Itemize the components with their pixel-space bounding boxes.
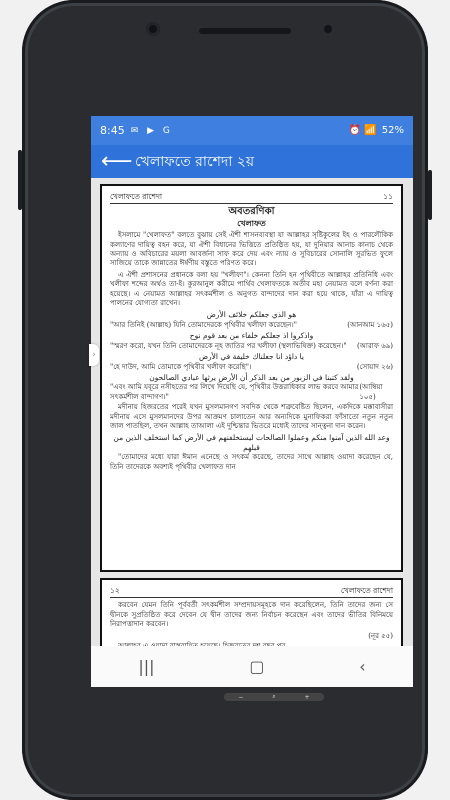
quote-line [110,342,393,351]
screen [91,116,413,701]
quote-line [110,383,393,402]
arabic-verse: واذكروا اذ جعلكم خلفاء من بعد قوم نوح [189,331,314,341]
earpiece-speaker [199,28,291,34]
quote-text: "হে দাউদ, আমি তোমাকে পৃথিবীর খলীফা করেছি"। [110,362,252,371]
paragraph: মদীনায় হিজরতের পরেই যখন মুসলমানগণ সবদিক থেকে শত্রুবেষ্টিত ছিলেন, একদিকে মক্কাবাসীরা মদীনায় এসে মুসলমানদের উপর আক্রমণ চালাতেন আর অন্যদিকে মুনাফিকরা ফাঁসাতো নতুন নতুন জাল পাতছিল, তখন আল্লাহ তাআলা এই দুশ্চিন্তার ভিতরে মধ্যেই তাদের সান্ত্বনা দান করেন। [110,403,393,430]
back-icon[interactable]: ‹ [359,657,366,676]
book-page [100,184,403,572]
android-nav-bar [91,646,413,687]
status-time: 8:45 [100,124,125,137]
app-bar [91,145,413,178]
home-icon[interactable]: ▢ [249,657,265,676]
back-arrow-icon[interactable]: ⟵ [101,148,133,174]
page-number: ১১ [383,192,393,201]
section-heading: খেলাফত [237,217,266,228]
volume-button [18,150,22,210]
paragraph: ইসলামে "খেলাফত" বলতে বুঝায় সেই ঐশী শাসনব্যবস্থা যা আল্লাহর সৃষ্টিকুলের ইহ ও পারলৌকিক কল্যাণের দায়িত্ব বহন করে, যা ঐশী বিধানের ভিত্তিতে প্রতিষ্ঠিত হয়, যা দুনিয়ার আনাচ কানাচ থেকে অন্যায় ও অবিচারের ময়লা আবর্জনা সাফ করে দেয় এবং ন্যায় ও সুবিচারের সোনালি সুরভিত ফুলে সাজিয়ে তাকে জান্নাতের ঈর্ষণীয় বস্তুতে পরিণত করে। [110,231,393,268]
quote-line [110,363,393,372]
page-header [110,192,393,204]
running-title: খেলাফতে রাশেদা [340,586,393,595]
search-icon[interactable]: ⌕ [272,693,276,700]
arabic-verse: يا داؤد انا جعلناك خليفة في الأرض [198,352,305,362]
quote-ref: (আনআম ১৬৫) [347,320,393,329]
quote-text: "আর তিনিই (আল্লাহ) যিনি তোমাদেরকে পৃথিবীর খলীফা করেছেন।" [110,320,298,329]
page-header [110,586,393,598]
page-title: খেলাফতে রাশেদা ২য় [135,153,255,170]
quote-text: "স্মরণ করো, যখন তিনি তোমাদেরকে নূহ জাতির পর খলীফা (স্থলাভিষিক্ত) করেছেন।" [110,341,347,350]
notification-icons: ✉ ▶ G [130,125,173,136]
running-title: খেলাফতে রাশেদা [110,192,163,201]
quote-text: "এবং আমি যবূরে নসীহতের পর লিখে দিয়েছি যে, পৃথিবীর উত্তরাধিকার লাভ করবে আমার সৎকর্মশীল বান্দাগণ।" [110,383,359,401]
arabic-verse: هو الذي جعلكم خلائف الأرض [206,310,297,320]
minus-icon[interactable]: − [238,693,244,701]
paragraph: "তোমাদের মধ্যে যারা ঈমান এনেছে ও সৎকর্ম করেছে, তাদের সাথে আল্লাহ ওয়াদা করেছেন যে, তিনি তাদেরকে অবশ্যই পৃথিবীর খেলাফত দান [110,453,393,471]
pdf-reader[interactable] [91,178,413,701]
paragraph: করবেন যেমন তিনি পূর্ববর্তী সৎকর্মশীল সম্প্রদায়সমূহকে দান করেছিলেন, তিনি তাদের জন্য সে দ্বীনকে সুপ্রতিষ্ঠিত করে দেবেন যে দ্বীন তাদের জন্য নির্বাচন করেছেন এবং তাদের ভীতির বিনিময়ে নিরাপত্তাদান করবেন। [110,601,393,629]
recents-icon[interactable]: ||| [138,657,155,676]
phone-frame [22,0,428,800]
front-camera-icon [146,22,160,36]
quote-ref: (আম্বিয়া ১০৫) [359,383,383,401]
status-icons: ⏰ 📶 [348,125,377,136]
quote-ref: (সোয়াদ ২৬) [356,362,393,371]
zoom-scroll-bar[interactable] [224,693,324,701]
drawer-handle-icon[interactable]: › [89,344,99,366]
quote-line [110,321,393,330]
arabic-verse: ولقد كتبنا في الزبور من بعد الذكر أن الأرض يرثها عبادي الصالحون [149,372,354,382]
paragraph: এ ঐশী প্রশাসনের প্রধানকে বলা হয় "খলীফা"। কেননা তিনি হন পৃথিবীতে আল্লাহর প্রতিনিধি এবং খলীফা শব্দের অর্থও তা-ই। কুরআনুল করীমে পার্থিব খেলাফতকে অতীব মহা নেয়ামত বলে বর্ণনা করা হয়েছে। এ নেয়ামত আল্লাহর সৎকর্মশীল ও অনুগত বান্দাদের দান করা হয়ে থাকে, যাঁরা এ দায়িত্ব পালনের যোগ্যতা রাখেন। [110,270,393,308]
chapter-heading: অবতরণিকা [228,206,275,218]
quote-line [110,632,393,641]
quote-ref: (নূর ৫৫) [368,631,393,640]
power-button [428,170,432,220]
battery-level: 52% [381,125,404,136]
plus-icon[interactable]: + [304,693,310,701]
status-bar [91,116,413,145]
page-number: ১২ [110,586,120,595]
arabic-verse: وعد الله الذين آمنوا منكم وعملوا الصالحات ليستخلفنهم في الأرض كما استخلف الذين من قبلهم [113,433,390,452]
proximity-sensor [324,25,332,33]
quote-ref: (আরাফ ৬৯) [357,341,393,350]
